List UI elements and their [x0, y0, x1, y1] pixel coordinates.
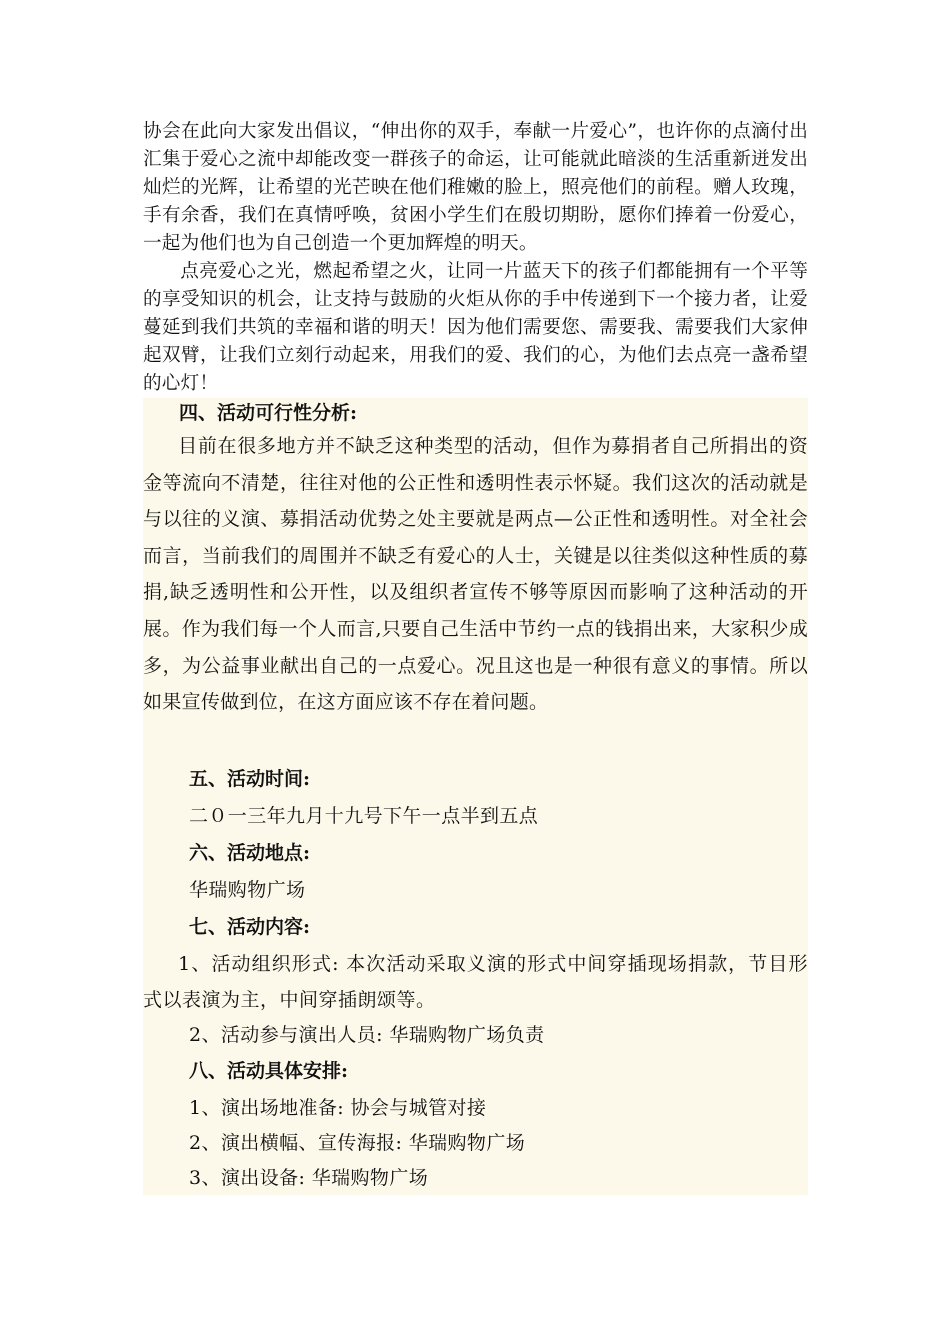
appeal-paragraph: 协会在此向大家发出倡议，“伸出你的双手，奉献一片爱心”，也许你的点滴付出汇集于爱心之流中却能改变一群孩子的命运，让可能就此暗淡的生活重新迸发出灿烂的光辉，让希望的光芒映在他们稚嫩的脸上，照亮他们的前程。赠人玫瑰，手有余香，我们在真情呼唤，贫困小学生们在殷切期盼，愿你们捧着一份爱心，一起为他们也为自己创造一个更加辉煌的明天。	[143, 121, 808, 254]
schedule-item: 1、演出场地准备: 协会与城管对接	[189, 1097, 487, 1119]
section-6-heading: 六、活动地点:	[189, 842, 311, 864]
section-7-heading: 七、活动内容:	[189, 916, 311, 938]
intro-text	[143, 118, 808, 398]
schedule-item: 3、演出设备: 华瑞购物广场	[189, 1167, 429, 1189]
event-performers-text: 2、活动参与演出人员: 华瑞购物广场负责	[189, 1024, 545, 1046]
feasibility-analysis-text: 目前在很多地方并不缺乏这种类型的活动，但作为募捐者自己所捐出的资金等流向不清楚，往往对他的公正性和透明性表示怀疑。我们这次的活动就是与以往的义演、募捐活动优势之处主要就是两点—公正性和透明性。对全社会而言，当前我们的周围并不缺乏有爱心的人士，关键是以往类似这种性质的募捐,缺乏透明性和公开性，以及组织者宣传不够等原因而影响了这种活动的开展。作为我们每一个人而言,只要自己生活中节约一点的钱捐出来，大家积少成多，为公益事业献出自己的一点爱心。况且这也是一种很有意义的事情。所以如果宣传做到位，在这方面应该不存在着问题。	[143, 435, 808, 714]
event-format-text: 1、活动组织形式: 本次活动采取义演的形式中间穿插现场捐款，节目形式以表演为主，中间穿插朗颂等。	[143, 953, 808, 1011]
section-5-heading: 五、活动时间:	[189, 768, 311, 790]
call-to-action-paragraph: 点亮爱心之光，燃起希望之火，让同一片蓝天下的孩子们都能拥有一个平等的享受知识的机会，让支持与鼓励的火炬从你的手中传递到下一个接力者，让爱蔓延到我们共筑的幸福和谐的明天！因为他们需要您、需要我、需要我们大家伸起双臂，让我们立刻行动起来，用我们的爱、我们的心，为他们去点亮一盏希望的心灯！	[143, 261, 808, 394]
event-location-text: 华瑞购物广场	[189, 879, 306, 901]
section-4-heading: 四、活动可行性分析:	[179, 402, 358, 424]
event-time-text: 二０一三年九月十九号下午一点半到五点	[189, 805, 539, 827]
section-8-heading: 八、活动具体安排:	[189, 1060, 349, 1082]
schedule-item: 2、演出横幅、宣传海报: 华瑞购物广场	[189, 1132, 526, 1154]
plan-section	[143, 398, 808, 1195]
